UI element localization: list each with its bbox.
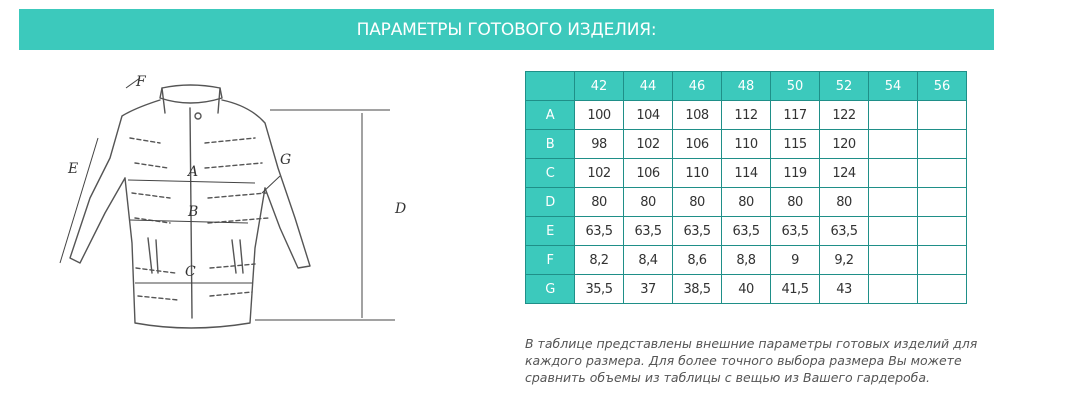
table-cell xyxy=(918,275,967,304)
size-header: 48 xyxy=(722,72,771,101)
table-cell: 8,4 xyxy=(624,246,673,275)
table-cell: 38,5 xyxy=(673,275,722,304)
label-g: G xyxy=(280,152,292,168)
header-banner xyxy=(19,9,994,50)
row-label: F xyxy=(526,246,575,275)
table-cell xyxy=(918,159,967,188)
label-e: E xyxy=(68,161,79,177)
table-cell xyxy=(869,101,918,130)
table-cell xyxy=(869,159,918,188)
size-header: 46 xyxy=(673,72,722,101)
size-header: 44 xyxy=(624,72,673,101)
table-cell: 80 xyxy=(820,188,869,217)
row-label: E xyxy=(526,217,575,246)
table-row xyxy=(526,275,967,304)
table-cell: 43 xyxy=(820,275,869,304)
table-row xyxy=(526,188,967,217)
table-cell xyxy=(918,246,967,275)
label-a: A xyxy=(188,164,199,180)
page-title: ПАРАМЕТРЫ ГОТОВОГО ИЗДЕЛИЯ: xyxy=(356,19,657,40)
table-cell: 80 xyxy=(722,188,771,217)
table-cell: 37 xyxy=(624,275,673,304)
table-cell: 9 xyxy=(771,246,820,275)
table-cell: 120 xyxy=(820,130,869,159)
table-cell: 115 xyxy=(771,130,820,159)
table-cell: 106 xyxy=(624,159,673,188)
size-header: 54 xyxy=(869,72,918,101)
table-cell: 40 xyxy=(722,275,771,304)
table-cell: 110 xyxy=(673,159,722,188)
table-cell: 117 xyxy=(771,101,820,130)
table-cell: 8,6 xyxy=(673,246,722,275)
table-cell: 8,2 xyxy=(575,246,624,275)
table-cell xyxy=(869,246,918,275)
table-cell: 98 xyxy=(575,130,624,159)
table-cell: 80 xyxy=(575,188,624,217)
table-cell xyxy=(869,188,918,217)
table-cell: 100 xyxy=(575,101,624,130)
table-cell: 106 xyxy=(673,130,722,159)
table-cell: 104 xyxy=(624,101,673,130)
table-cell: 63,5 xyxy=(575,217,624,246)
table-cell: 112 xyxy=(722,101,771,130)
table-cell xyxy=(918,130,967,159)
table-row xyxy=(526,246,967,275)
row-label: G xyxy=(526,275,575,304)
table-cell: 63,5 xyxy=(771,217,820,246)
size-header: 52 xyxy=(820,72,869,101)
row-label: A xyxy=(526,101,575,130)
label-b: B xyxy=(188,204,199,220)
label-c: C xyxy=(185,264,196,280)
size-note: В таблице представлены внешние параметры готовых изделий для каждого размера. Для более точного выбора размера Вы можете сравнить объемы из таблицы с вещью из Вашего гардероба. xyxy=(525,335,978,385)
measurement-lines xyxy=(60,78,395,320)
table-cell xyxy=(869,217,918,246)
table-cell: 122 xyxy=(820,101,869,130)
table-header-row xyxy=(526,72,967,101)
table-corner-cell xyxy=(526,72,575,101)
table-cell xyxy=(918,217,967,246)
table-cell: 119 xyxy=(771,159,820,188)
size-header: 42 xyxy=(575,72,624,101)
label-f: F xyxy=(136,74,146,90)
table-cell: 110 xyxy=(722,130,771,159)
table-cell: 80 xyxy=(624,188,673,217)
size-header: 56 xyxy=(918,72,967,101)
table-cell xyxy=(918,188,967,217)
table-cell: 80 xyxy=(771,188,820,217)
table-row xyxy=(526,101,967,130)
row-label: B xyxy=(526,130,575,159)
table-cell: 41,5 xyxy=(771,275,820,304)
table-cell: 63,5 xyxy=(722,217,771,246)
table-row xyxy=(526,159,967,188)
table-cell: 63,5 xyxy=(624,217,673,246)
table-cell: 102 xyxy=(624,130,673,159)
table-row xyxy=(526,130,967,159)
table-cell: 63,5 xyxy=(673,217,722,246)
label-d: D xyxy=(395,201,407,217)
table-cell: 124 xyxy=(820,159,869,188)
table-cell: 35,5 xyxy=(575,275,624,304)
table-cell xyxy=(869,275,918,304)
table-cell: 108 xyxy=(673,101,722,130)
size-table xyxy=(525,71,967,304)
table-cell: 63,5 xyxy=(820,217,869,246)
row-label: C xyxy=(526,159,575,188)
table-cell xyxy=(918,101,967,130)
table-row xyxy=(526,217,967,246)
row-label: D xyxy=(526,188,575,217)
size-header: 50 xyxy=(771,72,820,101)
table-cell: 114 xyxy=(722,159,771,188)
table-cell: 8,8 xyxy=(722,246,771,275)
jacket-sketch xyxy=(40,68,420,348)
table-cell: 9,2 xyxy=(820,246,869,275)
table-cell xyxy=(869,130,918,159)
table-cell: 102 xyxy=(575,159,624,188)
table-cell: 80 xyxy=(673,188,722,217)
